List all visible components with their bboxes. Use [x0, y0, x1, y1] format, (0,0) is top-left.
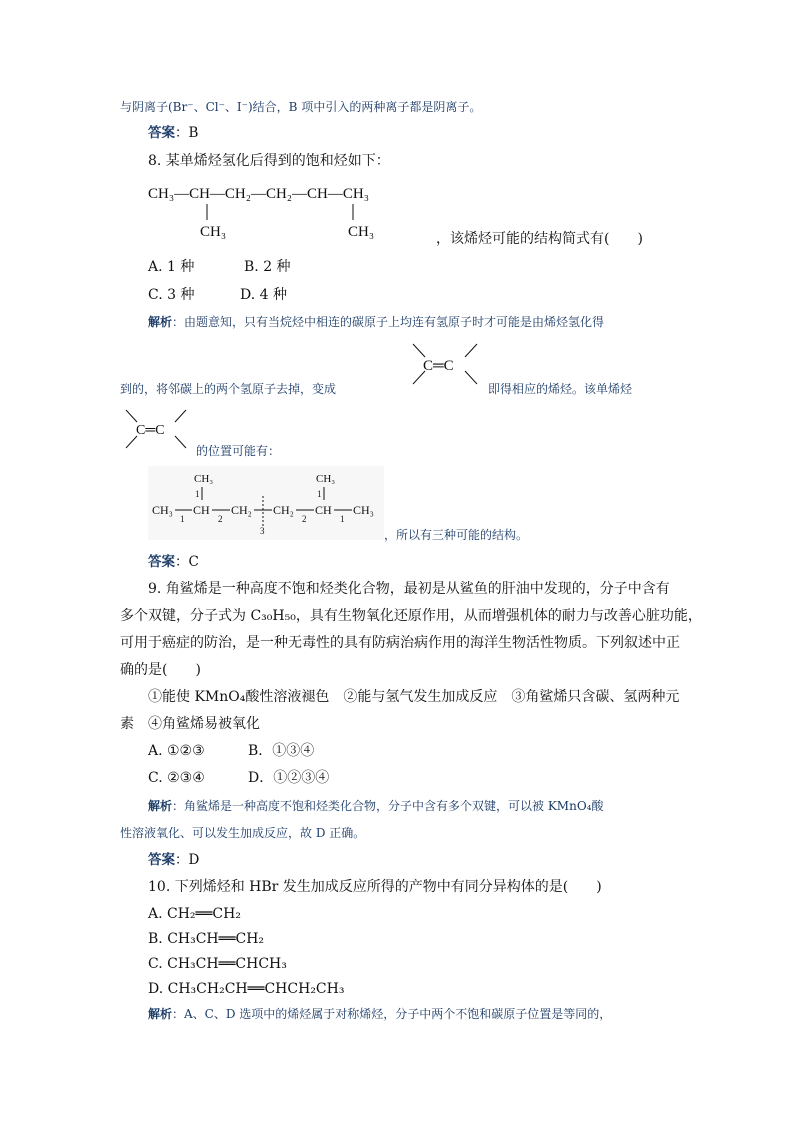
q9-option-d: D．①②③④: [248, 770, 330, 786]
branch-right: CH₃: [348, 224, 375, 240]
q8-option-a: A. 1 种: [148, 259, 195, 275]
chain-atom-3: CH₂: [231, 503, 252, 517]
svg-text:1: 1: [195, 489, 200, 499]
chain-atom-5: CH: [315, 503, 332, 517]
q9-exp-line1: 解析：角鲨烯是一种高度不饱和烃类化合物，分子中含有多个双键，可以被 KMnO₄酸: [148, 799, 604, 813]
answer-label: 答案: [148, 554, 175, 570]
q9-option-b: B．①③④: [248, 743, 315, 759]
svg-text:2: 2: [218, 514, 223, 524]
q9-option-a: A. ①②③: [148, 743, 205, 759]
q9-line4: 确的是( ): [120, 662, 201, 678]
cc-double-bond-diagram-1: [405, 340, 485, 394]
branch-left: CH₃: [200, 224, 227, 240]
q9-exp-line2: 性溶液氧化、可以发生加成反应，故 D 正确。: [120, 826, 366, 840]
chain-atom-2: CH: [193, 503, 210, 517]
cc-label-1: C═C: [423, 358, 454, 374]
q8-exp-line3: 的位置可能有：: [196, 444, 281, 458]
q9-option-c: C. ②③④: [148, 770, 205, 786]
answer-value: ：B: [175, 125, 199, 141]
q8-alkane-structure: [148, 178, 448, 250]
svg-text:1: 1: [317, 489, 322, 499]
q10-option-b: B. CH₃CH══CH₂: [148, 931, 265, 947]
q10-option-d: D. CH₃CH₂CH══CHCH₂CH₃: [148, 981, 345, 997]
q10-stem: 10. 下列烯烃和 HBr 发生加成反应所得的产物中有同分异构体的是( ): [148, 879, 602, 895]
cc-label-2: C═C: [136, 423, 165, 438]
q8-answer: [148, 553, 199, 571]
cc-double-bond-diagram-2: [120, 406, 192, 458]
chain-branch-left: CH₃: [194, 473, 214, 485]
exp-label: 解析: [148, 315, 173, 329]
q8-stem: 8. 某单烯烃氢化后得到的饱和烃如下：: [148, 153, 390, 169]
q9-line3: 可用于癌症的防治，是一种无毒性的具有防病治病作用的海洋生物活性物质。下列叙述中正: [120, 635, 680, 651]
svg-text:1: 1: [180, 514, 185, 524]
chain-atom-1: CH₃: [152, 503, 173, 517]
q8-option-c: C. 3 种: [148, 287, 195, 303]
q10-option-a: A. CH₂══CH₂: [148, 906, 241, 922]
answer-value: ：D: [175, 852, 200, 868]
answer-value: ：C: [175, 554, 199, 570]
q8-question-tail: ，该烯烃可能的结构简式有( ): [436, 231, 643, 247]
chain-branch-right: CH₃: [316, 473, 336, 485]
exp-label: 解析: [148, 799, 173, 813]
q7-answer: [148, 124, 198, 142]
q8-option-d: D. 4 种: [240, 287, 287, 303]
q8-exp-line1: 解析：由题意知，只有当烷烃中相连的碳原子上均连有氢原子时才可能是由烯烃氢化得: [148, 315, 605, 329]
numbered-chain-diagram: [148, 466, 384, 540]
q9-statements-1: ①能使 KMnO₄酸性溶液褪色 ②能与氢气发生加成反应 ③角鲨烯只含碳、氢两种元: [148, 689, 680, 705]
svg-text:2: 2: [302, 514, 307, 524]
exp-label: 解析: [148, 1007, 173, 1021]
answer-label: 答案: [148, 125, 175, 141]
answer-label: 答案: [148, 852, 175, 868]
q8-exp-tail: ，所以有三种可能的结构。: [384, 528, 529, 542]
svg-text:3: 3: [260, 526, 265, 536]
structure-main: CH₃—CH—CH₂—CH₂—CH—CH₃: [148, 186, 369, 202]
q10-option-c: C. CH₃CH══CHCH₃: [148, 956, 287, 972]
q8-option-b: B. 2 种: [244, 259, 291, 275]
intro-line: 与阴离子(Br⁻、Cl⁻、I⁻)结合，B 项中引入的两种离子都是阴离子。: [120, 100, 482, 114]
q10-exp-line1: 解析：A、C、D 选项中的烯烃属于对称烯烃，分子中两个不饱和碳原子位置是等同的，: [148, 1007, 612, 1021]
q9-line2: 多个双键，分子式为 C₃₀H₅₀，具有生物氧化还原作用，从而增强机体的耐力与改善心脏功能，: [120, 608, 702, 624]
q9-line1: 9. 角鲨烯是一种高度不饱和烃类化合物，最初是从鲨鱼的肝油中发现的，分子中含有: [148, 581, 670, 597]
chain-atom-4: CH₂: [273, 503, 294, 517]
svg-text:1: 1: [340, 514, 345, 524]
chain-atom-6: CH₃: [353, 503, 374, 517]
q9-answer: [148, 851, 199, 869]
q9-statements-2: 素 ④角鲨烯易被氧化: [120, 716, 260, 732]
q8-exp-line2a: 到的，将邻碳上的两个氢原子去掉，变成: [120, 382, 337, 396]
q8-exp-line2b: 即得相应的烯烃。该单烯烃: [488, 382, 633, 396]
